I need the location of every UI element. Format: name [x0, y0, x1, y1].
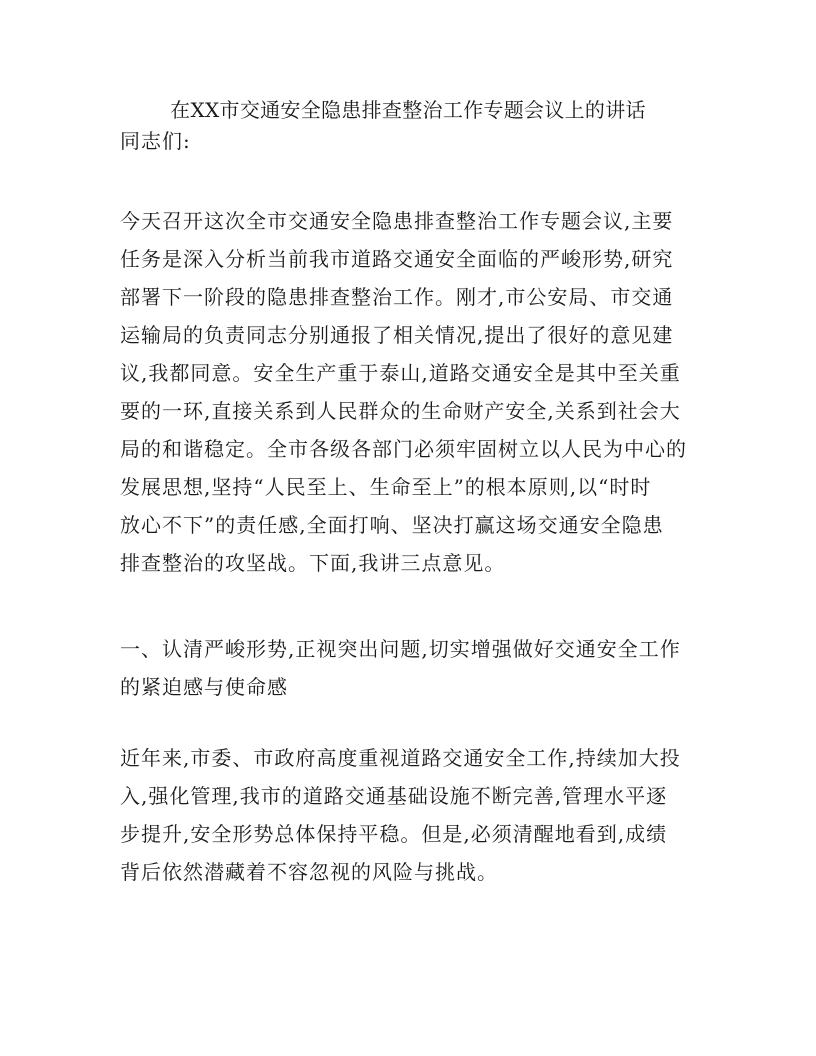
paragraph-line: 局的和谐稳定。全市各级各部门必须牢固树立以人民为中心的 — [120, 437, 687, 461]
paragraph-intro — [120, 202, 702, 582]
paragraph-line: 部署下一阶段的隐患排查整治工作。刚才,市公安局、市交通 — [120, 285, 674, 309]
paragraph-situation — [120, 739, 702, 891]
paragraph-line: 入,强化管理,我市的道路交通基础设施不断完善,管理水平逐 — [120, 784, 668, 808]
paragraph-line: 要的一环,直接关系到人民群众的生命财产安全,关系到社会大 — [120, 399, 681, 423]
greeting — [120, 122, 702, 160]
paragraph-line: 今天召开这次全市交通安全隐患排查整治工作专题会议,主要 — [120, 209, 674, 233]
heading-line: 一、认清严峻形势,正视突出问题,切实增强做好交通安全工作 — [120, 637, 681, 661]
paragraph-line: 近年来,市委、市政府高度重视道路交通安全工作,持续加大投 — [120, 746, 681, 770]
paragraph-line: 任务是深入分析当前我市道路交通安全面临的严峻形势,研究 — [120, 247, 674, 271]
paragraph-line: 议,我都同意。安全生产重于泰山,道路交通安全是其中至关重 — [120, 361, 681, 385]
paragraph-line: 步提升,安全形势总体保持平稳。但是,必须清醒地看到,成绩 — [120, 822, 668, 846]
paragraph-line: 背后依然潜藏着不容忽视的风险与挑战。 — [120, 860, 498, 884]
greeting-text: 同志们: — [120, 129, 191, 153]
document-title: 在XX市交通安全隐患排查整治工作专题会议上的讲话 — [170, 98, 646, 122]
paragraph-line: 发展思想,坚持“人民至上、生命至上”的根本原则,以“时时 — [120, 475, 652, 499]
paragraph-line: 放心不下”的责任感,全面打响、坚决打赢这场交通安全隐患 — [120, 513, 664, 537]
paragraph-line: 排查整治的攻坚战。下面,我讲三点意见。 — [120, 551, 506, 575]
paragraph-line: 运输局的负责同志分别通报了相关情况,提出了很好的意见建 — [120, 323, 674, 347]
heading-line: 的紧迫感与使命感 — [120, 675, 288, 699]
section-heading-1 — [120, 630, 702, 706]
